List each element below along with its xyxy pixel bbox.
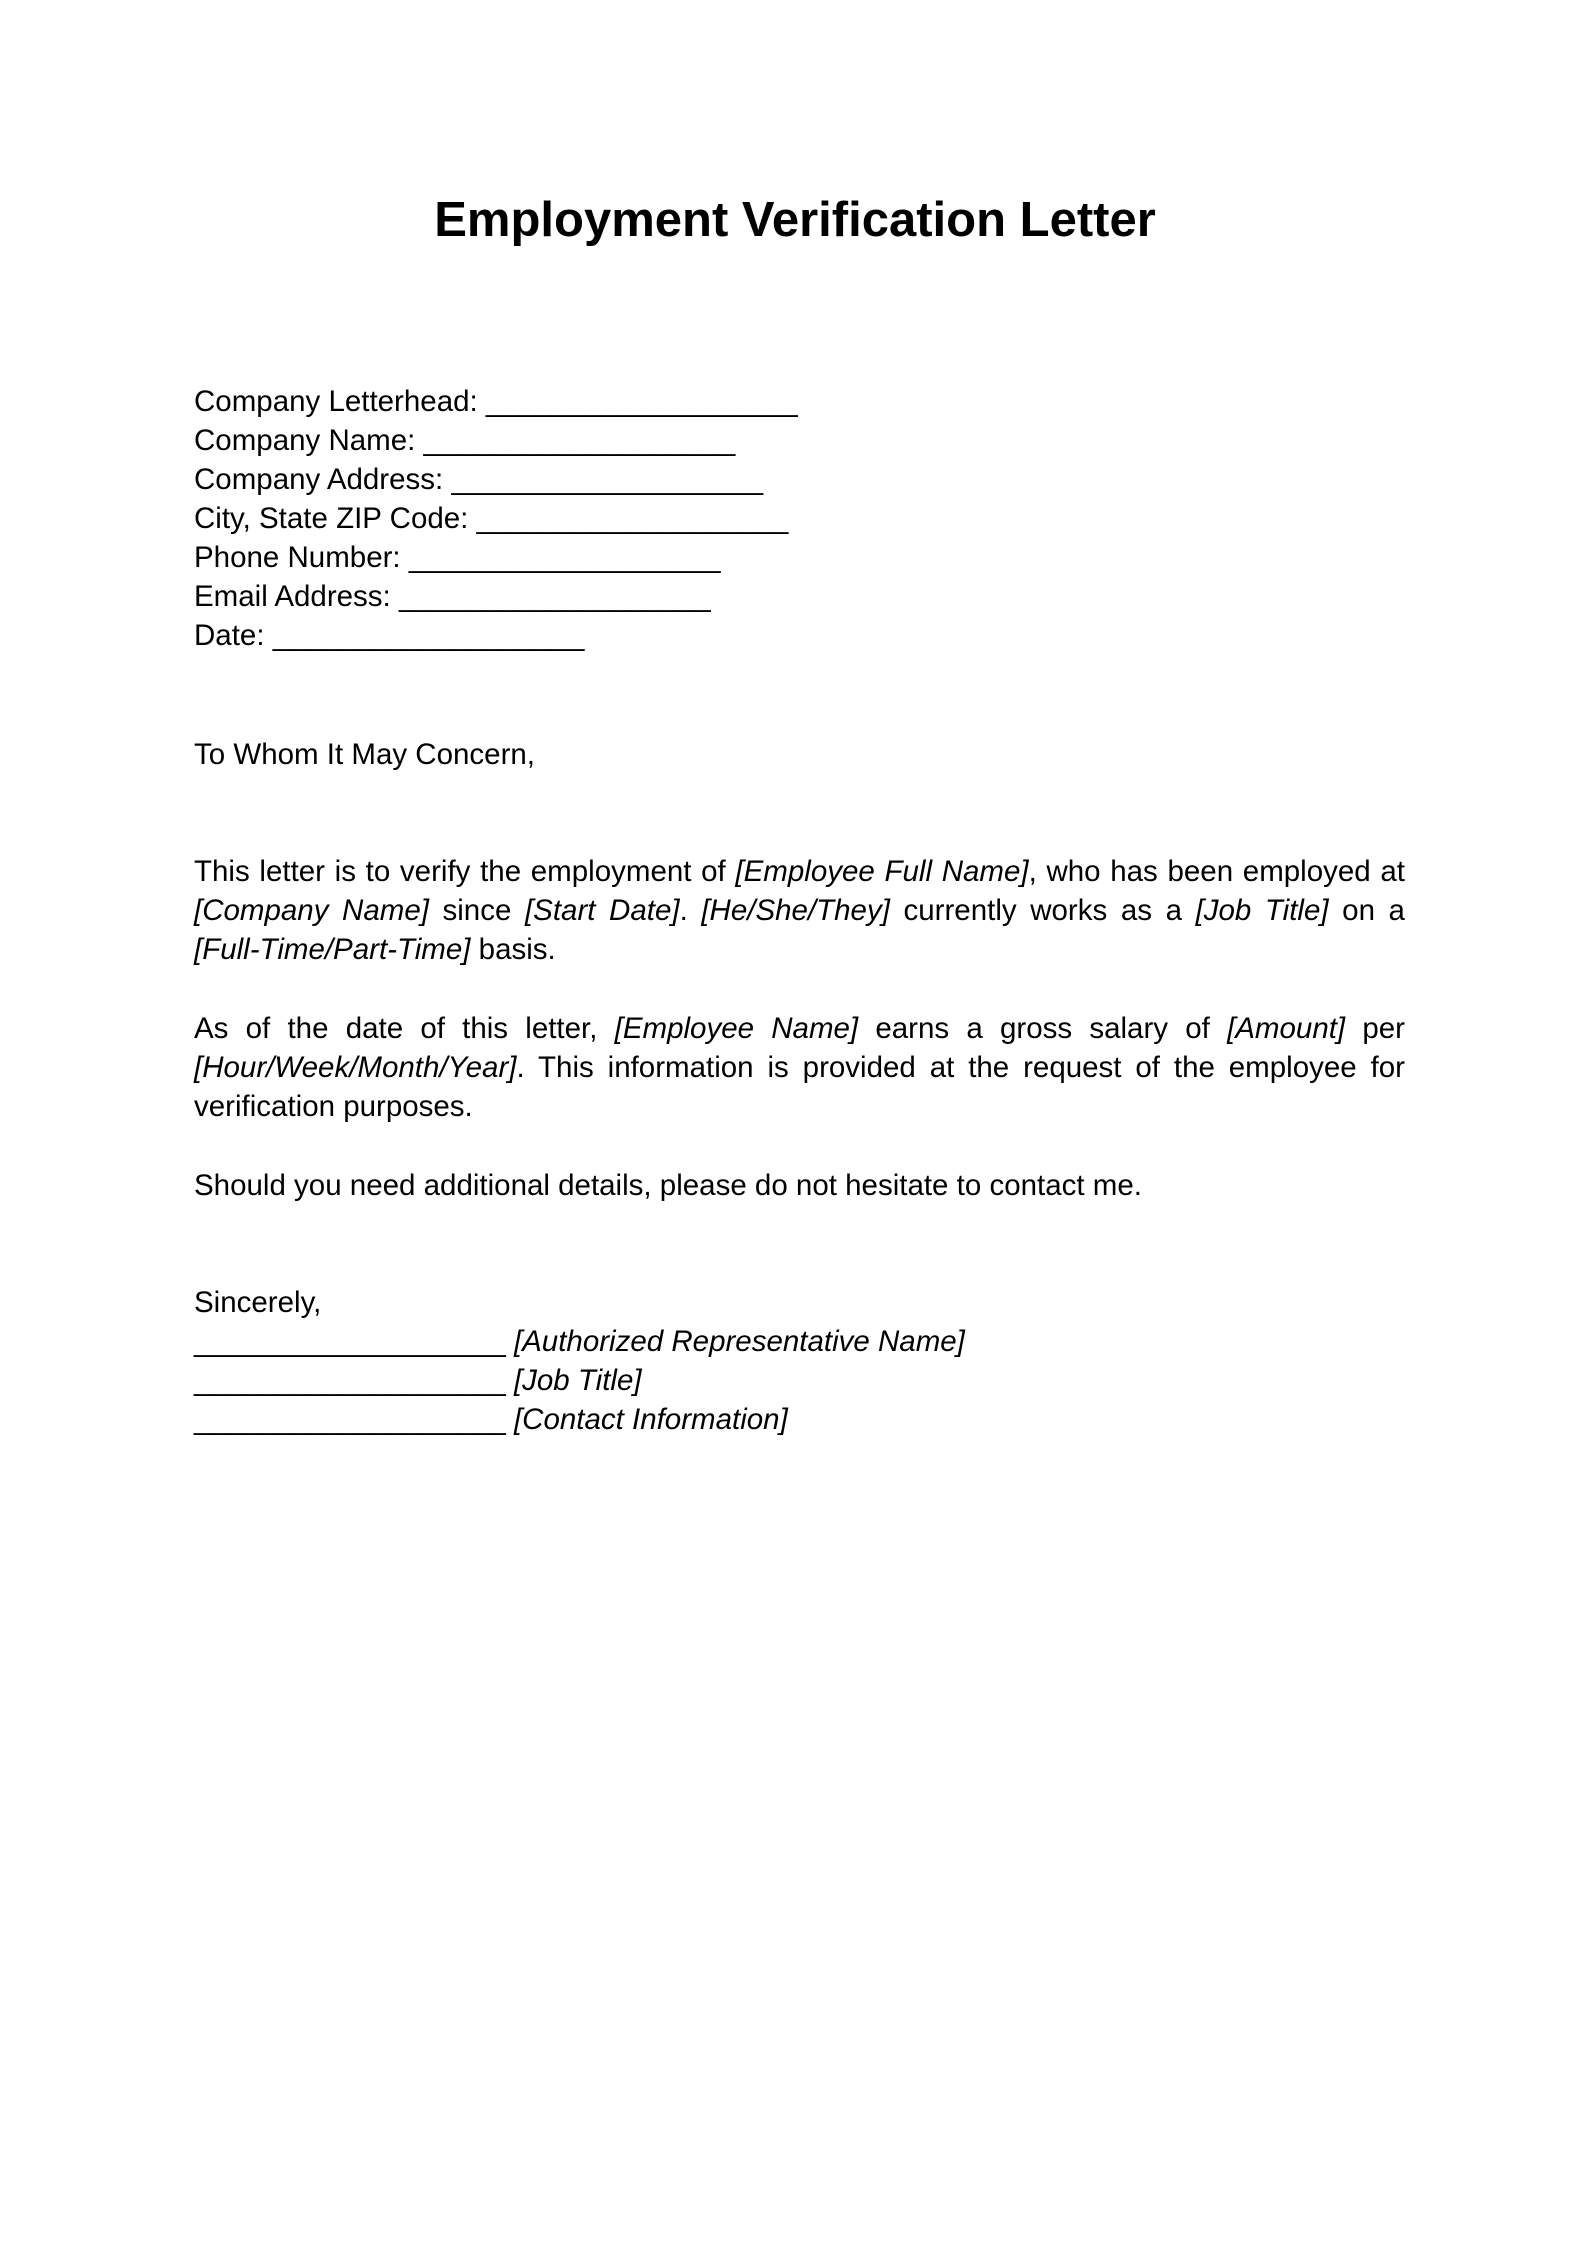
field-blank: ___________________ [476,502,789,535]
signature-blank: ___________________ [194,1403,506,1436]
contact-paragraph: Should you need additional details, please do not hesitate to contact me. [194,1169,1142,1202]
placeholder-job-title: [Job Title] [1195,894,1329,927]
text-segment: , who has been employed at [1028,855,1405,888]
salary-paragraph [194,1009,1405,1126]
field-blank: ___________________ [485,385,798,418]
text-segment: on a [1328,894,1405,927]
header-field-date [194,616,1405,655]
placeholder-pay-period: [Hour/Week/Month/Year] [194,1051,517,1084]
field-label: City, State ZIP Code: [194,502,469,535]
header-field-email-address [194,577,1405,616]
field-label: Email Address: [194,580,391,613]
signature-block [194,1283,1405,1439]
placeholder-amount: [Amount] [1227,1012,1346,1045]
placeholder-representative-title: [Job Title] [513,1364,642,1397]
placeholder-representative-name: [Authorized Representative Name] [513,1325,965,1358]
signature-line-title [194,1361,1405,1400]
text-segment: As of the date of this letter, [194,1012,615,1045]
text-segment: currently works as a [889,894,1196,927]
text-segment: This letter is to verify the employment of [194,855,736,888]
text-segment: per [1345,1012,1405,1045]
signoff-text: Sincerely, [194,1286,322,1319]
field-blank: ___________________ [398,580,711,613]
header-field-company-name [194,421,1405,460]
field-label: Company Name: [194,424,416,457]
field-blank: ___________________ [423,424,736,457]
field-blank: ___________________ [451,463,764,496]
placeholder-employee-name: [Employee Name] [614,1012,859,1045]
text-segment: since [428,894,525,927]
company-header-fields [194,382,1405,655]
signature-line-name [194,1322,1405,1361]
placeholder-contact-information: [Contact Information] [513,1403,788,1436]
verification-paragraph [194,852,1405,969]
document-title: Employment Verification Letter [434,193,1156,247]
field-label: Phone Number: [194,541,401,574]
field-label: Date: [194,619,265,652]
signature-blank: ___________________ [194,1325,506,1358]
header-field-company-address [194,460,1405,499]
field-label: Company Letterhead: [194,385,478,418]
field-label: Company Address: [194,463,444,496]
text-segment: . This information is provided at the request of the employee for verification purposes. [194,1051,1405,1123]
field-blank: ___________________ [272,619,585,652]
header-field-phone-number [194,538,1405,577]
placeholder-employment-type: [Full-Time/Part-Time] [194,933,471,966]
signature-line-contact [194,1400,1405,1439]
header-field-company-letterhead [194,382,1405,421]
header-field-city-state-zip [194,499,1405,538]
placeholder-company-name: [Company Name] [194,894,429,927]
text-segment: earns a gross salary of [858,1012,1228,1045]
placeholder-pronoun: [He/She/They] [701,894,890,927]
greeting: To Whom It May Concern, [194,738,535,771]
placeholder-employee-full-name: [Employee Full Name] [735,855,1029,888]
field-blank: ___________________ [408,541,721,574]
placeholder-start-date: [Start Date] [524,894,680,927]
signature-blank: ___________________ [194,1364,506,1397]
text-segment: basis. [470,933,556,966]
text-segment: . [679,894,702,927]
